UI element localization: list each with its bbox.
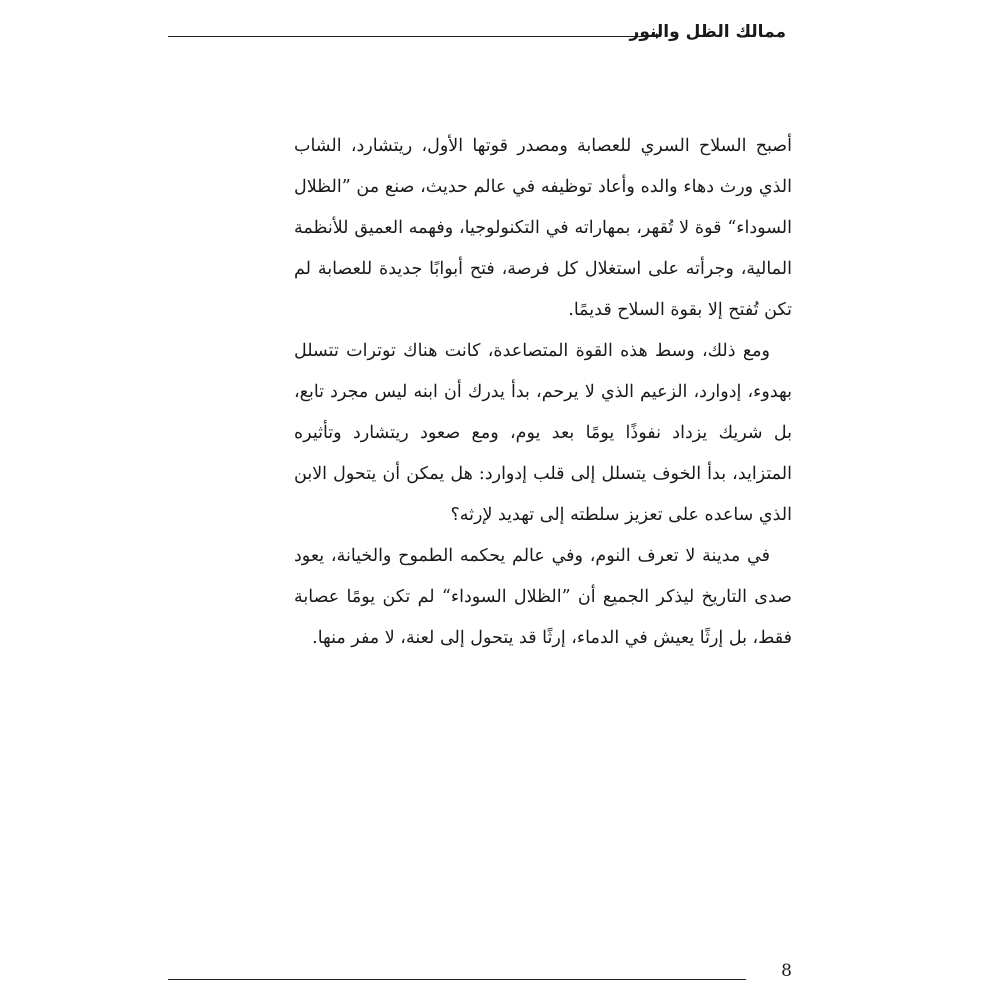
header-rule bbox=[168, 36, 656, 37]
running-footer bbox=[168, 958, 798, 988]
footer-rule bbox=[168, 979, 746, 980]
paragraph-1: أصبح السلاح السري للعصابة ومصدر قوتها الأول، ريتشارد، الشاب الذي ورث دهاء والده وأعاد توظيفه في عالم حديث، صنع من ”الظلال السوداء“ قوة لا تُقهر، بمهاراته في التكنولوجيا، وفهمه العميق للأنظمة المالية، وجرأته على استغلال كل فرصة، فتح أبوابًا جديدة للعصابة لم تكن تُفتح إلا بقوة السلاح قديمًا. bbox=[294, 136, 792, 320]
book-title: ممالك الظل والنور bbox=[629, 22, 786, 42]
paragraph-2: ومع ذلك، وسط هذه القوة المتصاعدة، كانت هناك توترات تتسلل بهدوء، إدوارد، الزعيم الذي لا يرحم، بدأ يدرك أن ابنه ليس مجرد تابع، بل شريك يزداد نفوذًا يومًا بعد يوم، ومع صعود ريتشارد وتأثيره المتزايد، بدأ الخوف يتسلل إلى قلب إدوارد: هل يمكن أن يتحول الابن الذي ساعده على تعزيز سلطته إلى تهديد لإرثه؟ bbox=[294, 341, 792, 525]
page-number: 8 bbox=[781, 961, 792, 981]
running-header bbox=[168, 14, 786, 54]
page-body bbox=[294, 126, 792, 659]
paragraph-3: في مدينة لا تعرف النوم، وفي عالم يحكمه الطموح والخيانة، يعود صدى التاريخ ليذكر الجميع أن ”الظلال السوداء“ لم تكن يومًا عصابة فقط، بل إرثًا يعيش في الدماء، إرثًا قد يتحول إلى لعنة، لا مفر منها. bbox=[294, 546, 792, 648]
